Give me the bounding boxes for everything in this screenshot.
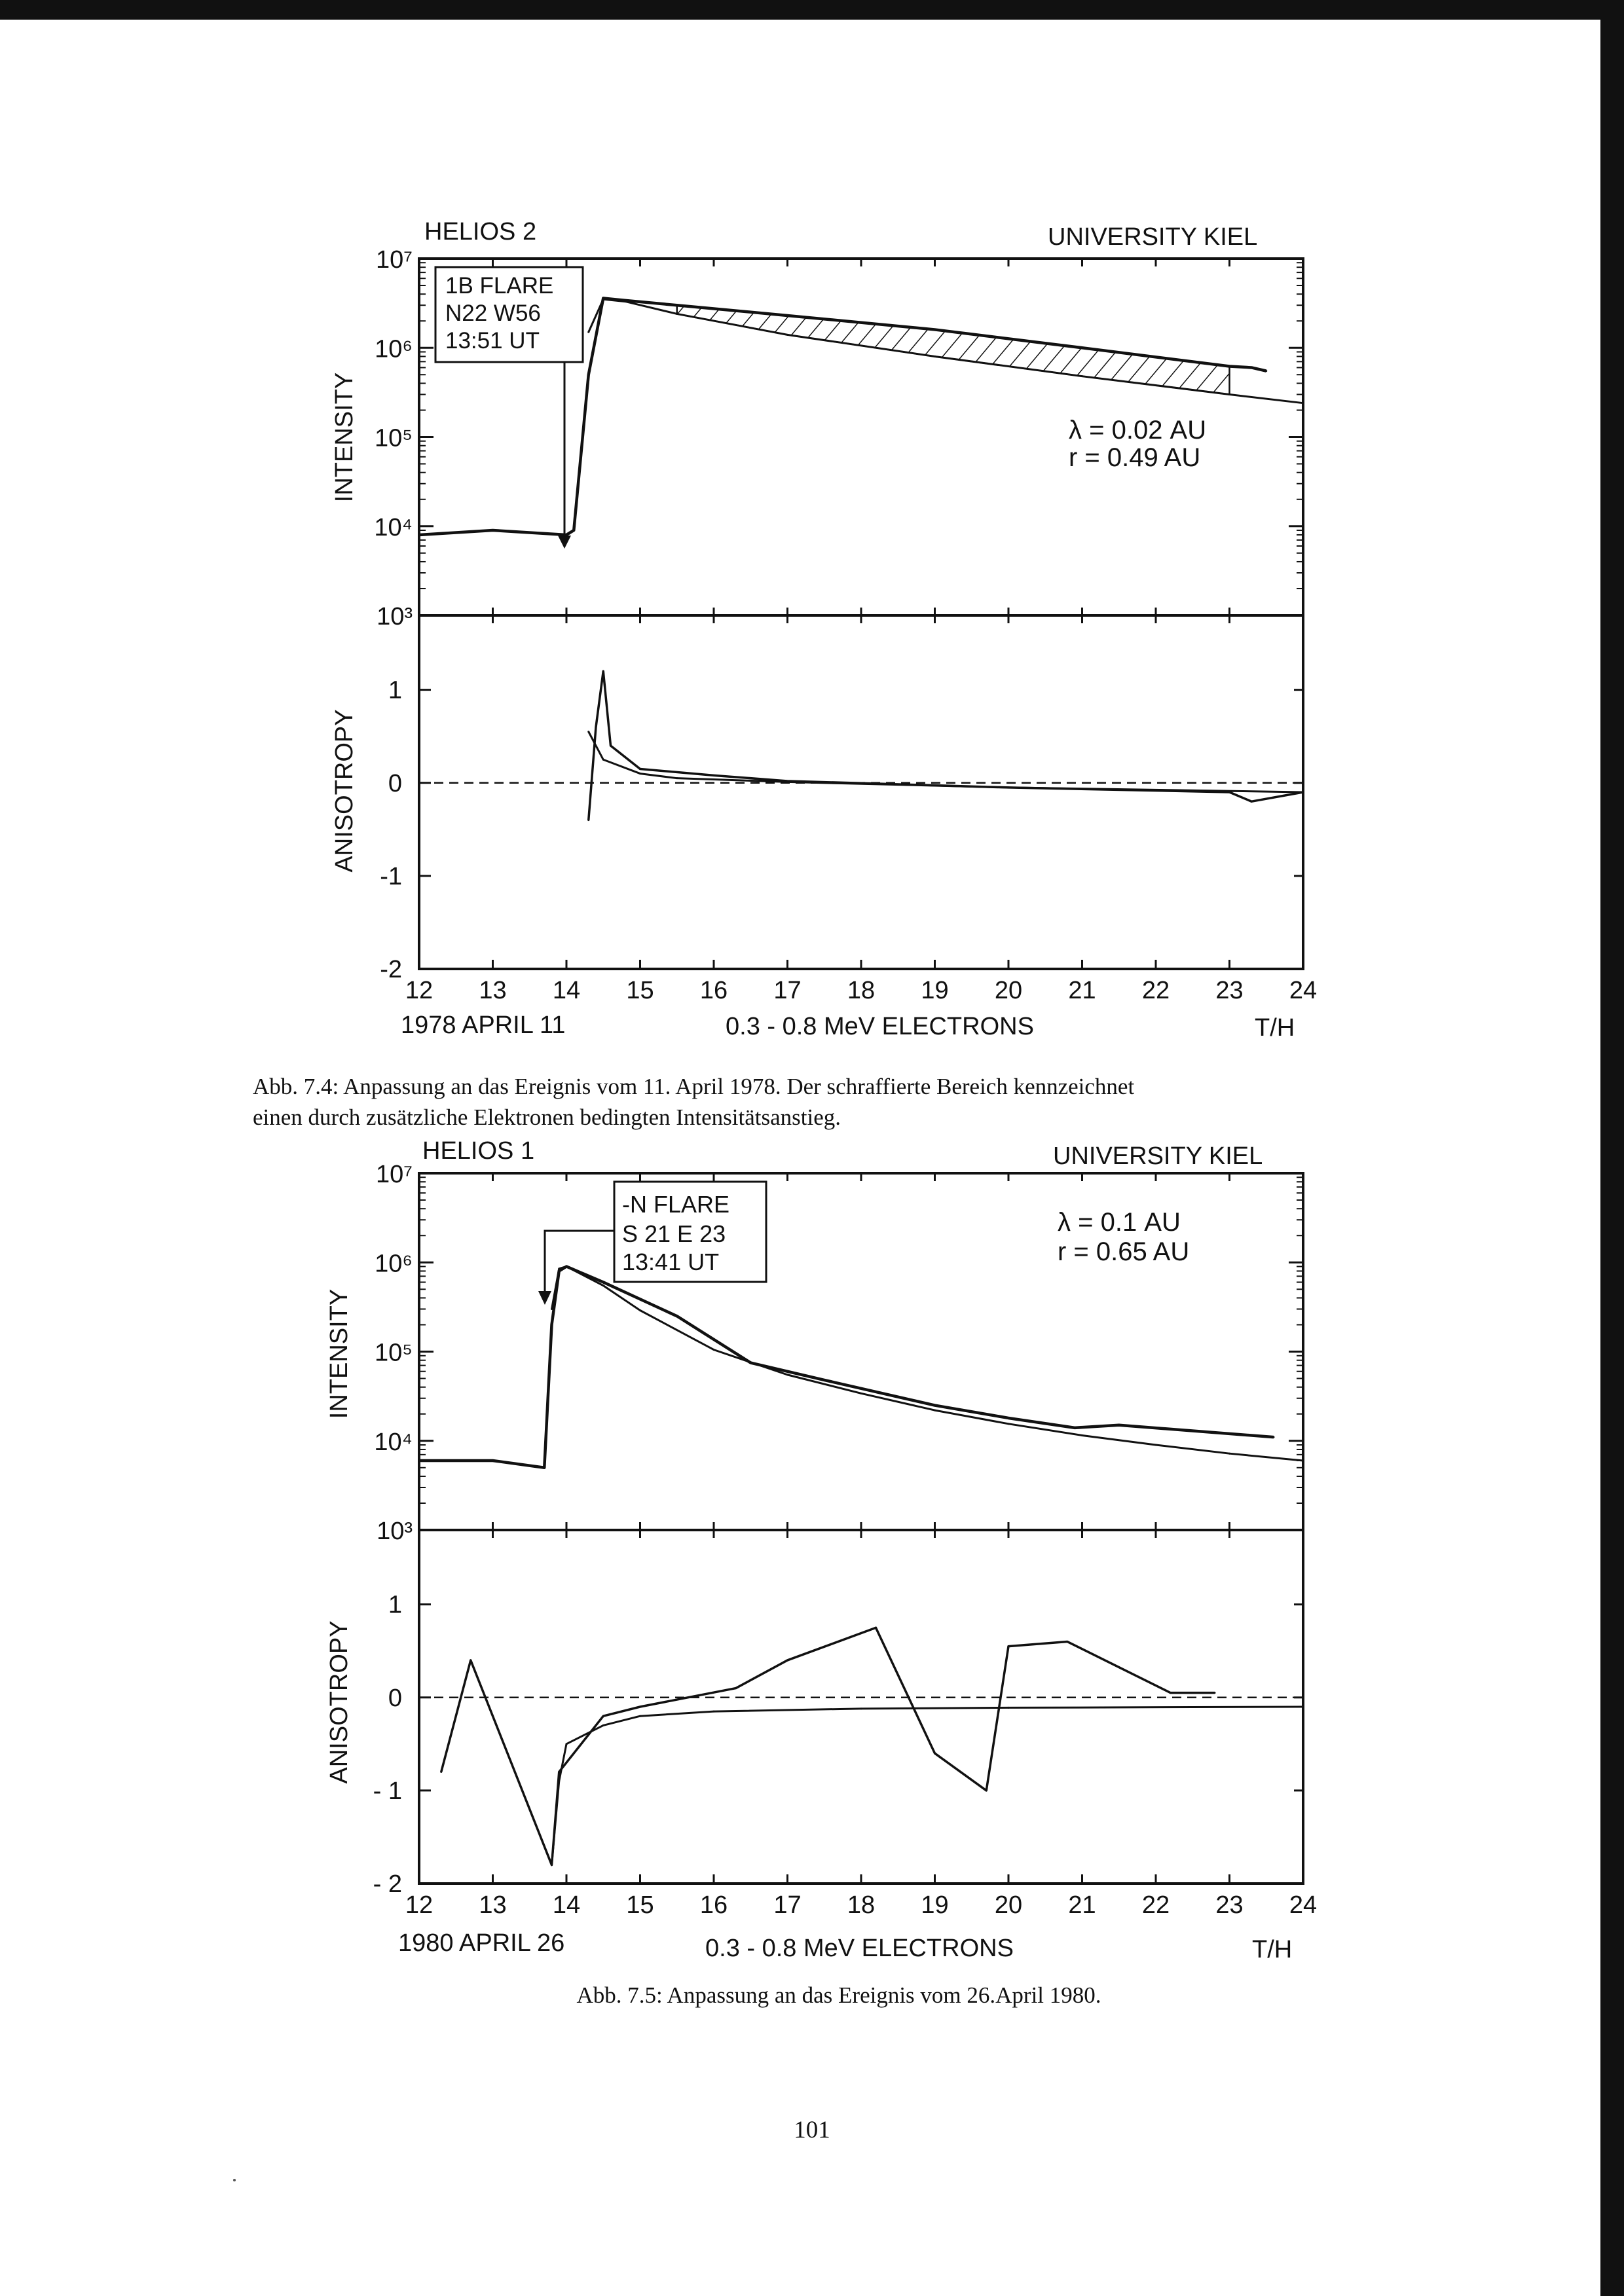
caption-line-2: einen durch zusätzliche Elektronen bedingten Intensitätsanstieg.: [253, 1104, 841, 1130]
anisotropy-model-curve-point: [713, 1711, 715, 1713]
intensity-measured-curve-point: [934, 1404, 936, 1406]
anisotropy-measured-curve-point: [602, 1715, 604, 1717]
x-tick-label: 20: [994, 977, 1023, 1004]
anisotropy-tick-label: 1: [388, 1591, 402, 1619]
intensity-model-curve-point: [934, 1410, 936, 1412]
x-tick-label: 14: [552, 1891, 581, 1919]
anisotropy-tick-label: 1: [388, 676, 402, 704]
intensity-model-curve-point: [860, 1393, 862, 1394]
institution-label: UNIVERSITY KIEL: [1048, 223, 1258, 251]
intensity-model-curve-point: [713, 1349, 715, 1351]
intensity-measured-curve-point: [418, 1459, 420, 1461]
anisotropy-model-curve-point: [1008, 1707, 1010, 1709]
x-tick-label: 18: [847, 977, 876, 1004]
intensity-measured-curve-point: [551, 1324, 553, 1326]
particle-label: 0.3 - 0.8 MeV ELECTRONS: [726, 1013, 1034, 1040]
radius-parameter: r = 0.49 AU: [1069, 443, 1201, 472]
intensity-measured-curve-point: [602, 1281, 604, 1283]
x-tick-label: 24: [1289, 977, 1318, 1004]
anisotropy-model-curve-point: [566, 1743, 568, 1745]
anisotropy-measured-curve: [441, 1628, 1215, 1865]
anisotropy-model-curve-point: [1302, 1706, 1304, 1708]
flare-arrowhead: [538, 1291, 551, 1305]
intensity-tick-label: 10³: [377, 603, 413, 630]
intensity-measured-curve-point: [492, 1459, 494, 1461]
x-tick-label: 12: [405, 977, 434, 1004]
intensity-model-curve-point: [786, 1374, 788, 1376]
intensity-tick-label: 10³: [377, 1518, 413, 1545]
figure-7-5-caption: Abb. 7.5: Anpassung an das Ereignis vom 26.April 1980.: [576, 1982, 1101, 2008]
anisotropy-tick-label: 0: [388, 769, 402, 797]
page-number: 101: [794, 2117, 830, 2143]
particle-label: 0.3 - 0.8 MeV ELECTRONS: [705, 1935, 1014, 1962]
x-tick-label: 21: [1068, 1891, 1096, 1919]
x-tick-label: 12: [405, 1891, 434, 1919]
intensity-tick-label: 10⁴: [374, 1428, 413, 1456]
anisotropy-measured-curve-point: [440, 1771, 442, 1773]
anisotropy-model-curve-point: [602, 1724, 604, 1726]
spacecraft-label: HELIOS 1: [422, 1137, 535, 1165]
x-tick-label: 15: [626, 977, 654, 1004]
flare-box-line-1: 1B FLARE: [445, 273, 554, 299]
intensity-model-curve-point: [1008, 1423, 1010, 1425]
anisotropy-axis-label: ANISOTROPY: [331, 709, 358, 873]
flare-box-line-2: S 21 E 23: [622, 1220, 726, 1247]
anisotropy-measured-curve-point: [875, 1627, 877, 1629]
date-label: 1978 APRIL 11: [401, 1011, 566, 1039]
x-tick-label: 19: [921, 1891, 949, 1919]
intensity-measured-curve-point: [1273, 1436, 1275, 1438]
x-tick-label: 24: [1289, 1891, 1318, 1919]
intensity-model-curve-point: [602, 1285, 604, 1286]
anisotropy-tick-label: - 1: [373, 1777, 402, 1805]
anisotropy-tick-label: - 2: [373, 1870, 402, 1898]
intensity-measured-curve-point: [1008, 1417, 1010, 1419]
intensity-measured-curve-point: [566, 1266, 568, 1267]
intensity-tick-label: 10⁴: [374, 513, 413, 541]
intensity-axis-label: INTENSITY: [331, 372, 358, 503]
x-tick-label: 16: [699, 977, 728, 1004]
x-tick-label: 16: [699, 1891, 728, 1919]
anisotropy-tick-label: -2: [380, 956, 402, 983]
flare-box-line-1: -N FLARE: [622, 1191, 730, 1218]
intensity-model-curve-point: [1155, 1444, 1157, 1446]
intensity-measured-curve-point: [1074, 1427, 1076, 1429]
x-tick-label: 17: [773, 1891, 802, 1919]
intensity-measured-curve-point: [750, 1362, 752, 1364]
x-tick-label: 18: [847, 1891, 876, 1919]
intensity-tick-label: 10⁵: [374, 424, 413, 452]
spacecraft-label: HELIOS 2: [424, 218, 537, 246]
intensity-model-curve-point: [1228, 1453, 1230, 1455]
intensity-tick-label: 10⁷: [375, 246, 413, 274]
intensity-tick-label: 10⁷: [375, 1161, 413, 1188]
flare-box-line-2: N22 W56: [445, 301, 541, 326]
lambda-parameter: λ = 0.02 AU: [1069, 416, 1207, 445]
time-unit-label: T/H: [1255, 1014, 1295, 1042]
date-label: 1980 APRIL 26: [398, 1929, 565, 1957]
anisotropy-model-curve-point: [860, 1707, 862, 1709]
figure-7-4-caption: [253, 1071, 1425, 1133]
intensity-measured-curve-point: [558, 1270, 560, 1272]
intensity-model-curve-point: [1302, 1459, 1304, 1461]
anisotropy-measured-curve-point: [735, 1687, 737, 1689]
x-tick-label: 19: [921, 977, 949, 1004]
x-tick-label: 20: [994, 1891, 1023, 1919]
x-tick-label: 13: [479, 977, 507, 1004]
anisotropy-model-curve: [552, 1707, 1304, 1865]
radius-parameter: r = 0.65 AU: [1058, 1237, 1190, 1266]
anisotropy-measured-curve-point: [470, 1659, 471, 1661]
intensity-model-curve-point: [1081, 1434, 1083, 1436]
intensity-tick-label: 10⁶: [375, 1250, 413, 1278]
intensity-axis-label: INTENSITY: [325, 1288, 353, 1419]
intensity-measured-curve-point: [823, 1379, 825, 1381]
anisotropy-measured-curve-point: [1067, 1641, 1069, 1643]
anisotropy-measured-curve-point: [1170, 1692, 1172, 1694]
anisotropy-tick-label: 0: [388, 1684, 402, 1712]
intensity-measured-curve-point: [676, 1315, 678, 1317]
anisotropy-measured-curve-point: [1214, 1692, 1216, 1694]
anisotropy-tick-label: -1: [380, 862, 402, 890]
anisotropy-measured-curve-point: [786, 1659, 788, 1661]
intensity-tick-label: 10⁶: [375, 335, 413, 363]
anisotropy-measured-curve-point: [934, 1753, 936, 1755]
intensity-model-curve-point: [639, 1309, 641, 1311]
intensity-measured-curve-point: [544, 1467, 545, 1468]
anisotropy-measured-curve-point: [639, 1706, 641, 1708]
anisotropy-axis-label: ANISOTROPY: [325, 1620, 353, 1784]
x-tick-label: 23: [1215, 977, 1244, 1004]
anisotropy-model-curve-point: [639, 1715, 641, 1717]
institution-label: UNIVERSITY KIEL: [1053, 1142, 1263, 1170]
caption-line-1: Abb. 7.4: Anpassung an das Ereignis vom 11. April 1978. Der schraffierte Bereich kennzeichnet: [253, 1074, 1135, 1099]
lambda-parameter: λ = 0.1 AU: [1058, 1208, 1181, 1237]
x-tick-label: 23: [1215, 1891, 1244, 1919]
flare-box: [614, 1182, 766, 1282]
time-unit-label: T/H: [1252, 1936, 1293, 1963]
anisotropy-measured-curve-point: [986, 1789, 987, 1791]
anisotropy-measured-curve-point: [558, 1771, 560, 1773]
x-tick-label: 15: [626, 1891, 654, 1919]
x-tick-label: 14: [552, 977, 581, 1004]
intensity-tick-label: 10⁵: [374, 1339, 413, 1367]
x-tick-label: 13: [479, 1891, 507, 1919]
x-tick-label: 22: [1141, 1891, 1170, 1919]
x-tick-label: 17: [773, 977, 802, 1004]
x-tick-label: 21: [1068, 977, 1096, 1004]
flare-box-line-3: 13:51 UT: [445, 328, 540, 354]
flare-box-line-3: 13:41 UT: [622, 1248, 720, 1275]
anisotropy-measured-curve-point: [1008, 1645, 1010, 1647]
anisotropy-measured-curve-point: [551, 1864, 553, 1866]
intensity-measured-curve-point: [1118, 1424, 1120, 1426]
x-tick-label: 22: [1141, 977, 1170, 1004]
